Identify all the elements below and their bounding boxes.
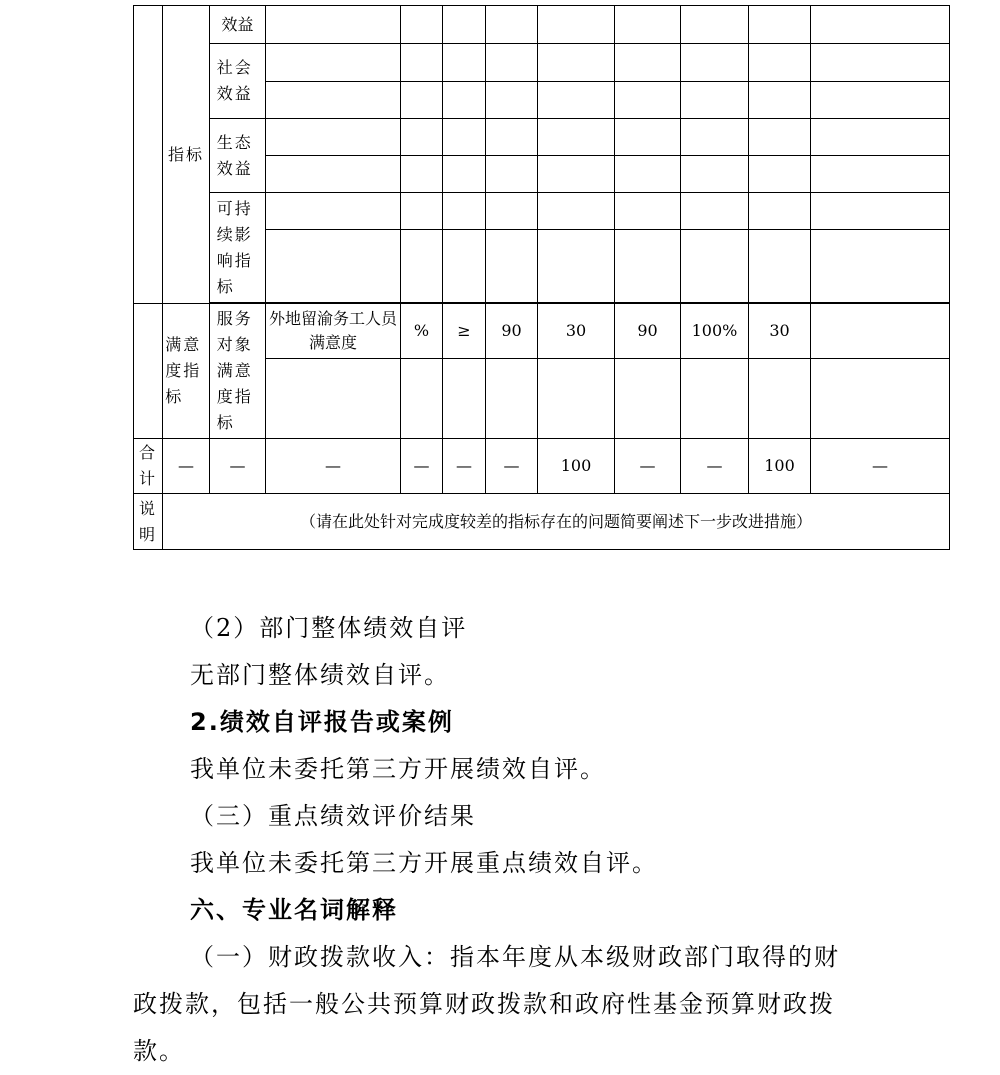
total-cell: — — [615, 439, 681, 494]
paragraph: （一）财政拨款收入：指本年度从本级财政部门取得的财政拨款，包括一般公共预算财政拨款和政府性基金预算财政拨款。 — [133, 943, 840, 1065]
section-heading: 2.绩效自评报告或案例 — [190, 708, 454, 736]
effect-cell: 效益 — [210, 6, 266, 44]
section-heading: （三）重点绩效评价结果 — [190, 802, 476, 830]
total-cell: — — [266, 439, 401, 494]
performance-table — [133, 5, 950, 550]
service-satisfaction-cell: 服务对象满意度指标 — [210, 304, 266, 439]
sat-unit-cell: % — [401, 304, 443, 359]
indicator-tail-cell: 指标 — [163, 6, 210, 304]
total-cell: — — [681, 439, 749, 494]
total-label-cell: 合计 — [134, 439, 163, 494]
sat-rate-cell: 100% — [681, 304, 749, 359]
level1-cell — [134, 6, 163, 304]
social-benefit-cell: 社会效益 — [210, 44, 266, 119]
sat-score-cell: 30 — [749, 304, 811, 359]
sat-target-cell: 90 — [486, 304, 538, 359]
sat-name-cell: 外地留渝务工人员满意度 — [266, 304, 401, 359]
sat-operator-cell: ≥ — [443, 304, 486, 359]
paragraph: （2）部门整体绩效自评 — [190, 614, 468, 642]
total-cell: — — [811, 439, 950, 494]
sat-weight-cell: 30 — [538, 304, 615, 359]
total-cell: — — [443, 439, 486, 494]
total-cell: — — [210, 439, 266, 494]
note-text-cell: （请在此处针对完成度较差的指标存在的问题简要阐述下一步改进措施） — [163, 494, 950, 550]
section-heading: 六、专业名词解释 — [190, 896, 398, 924]
total-cell: 100 — [538, 439, 615, 494]
total-cell: — — [486, 439, 538, 494]
total-cell: 100 — [749, 439, 811, 494]
paragraph: 我单位未委托第三方开展重点绩效自评。 — [190, 849, 658, 877]
satisfaction-cell: 满意度指标 — [163, 304, 210, 439]
level1-cell-2 — [134, 304, 163, 439]
total-cell: — — [163, 439, 210, 494]
paragraph: 我单位未委托第三方开展绩效自评。 — [190, 755, 606, 783]
sat-actual-cell: 90 — [615, 304, 681, 359]
sustain-impact-cell: 可持续影响指标 — [210, 193, 266, 303]
note-label-cell: 说明 — [134, 494, 163, 550]
paragraph: 无部门整体绩效自评。 — [190, 661, 450, 689]
total-cell: — — [401, 439, 443, 494]
eco-benefit-cell: 生态效益 — [210, 119, 266, 193]
